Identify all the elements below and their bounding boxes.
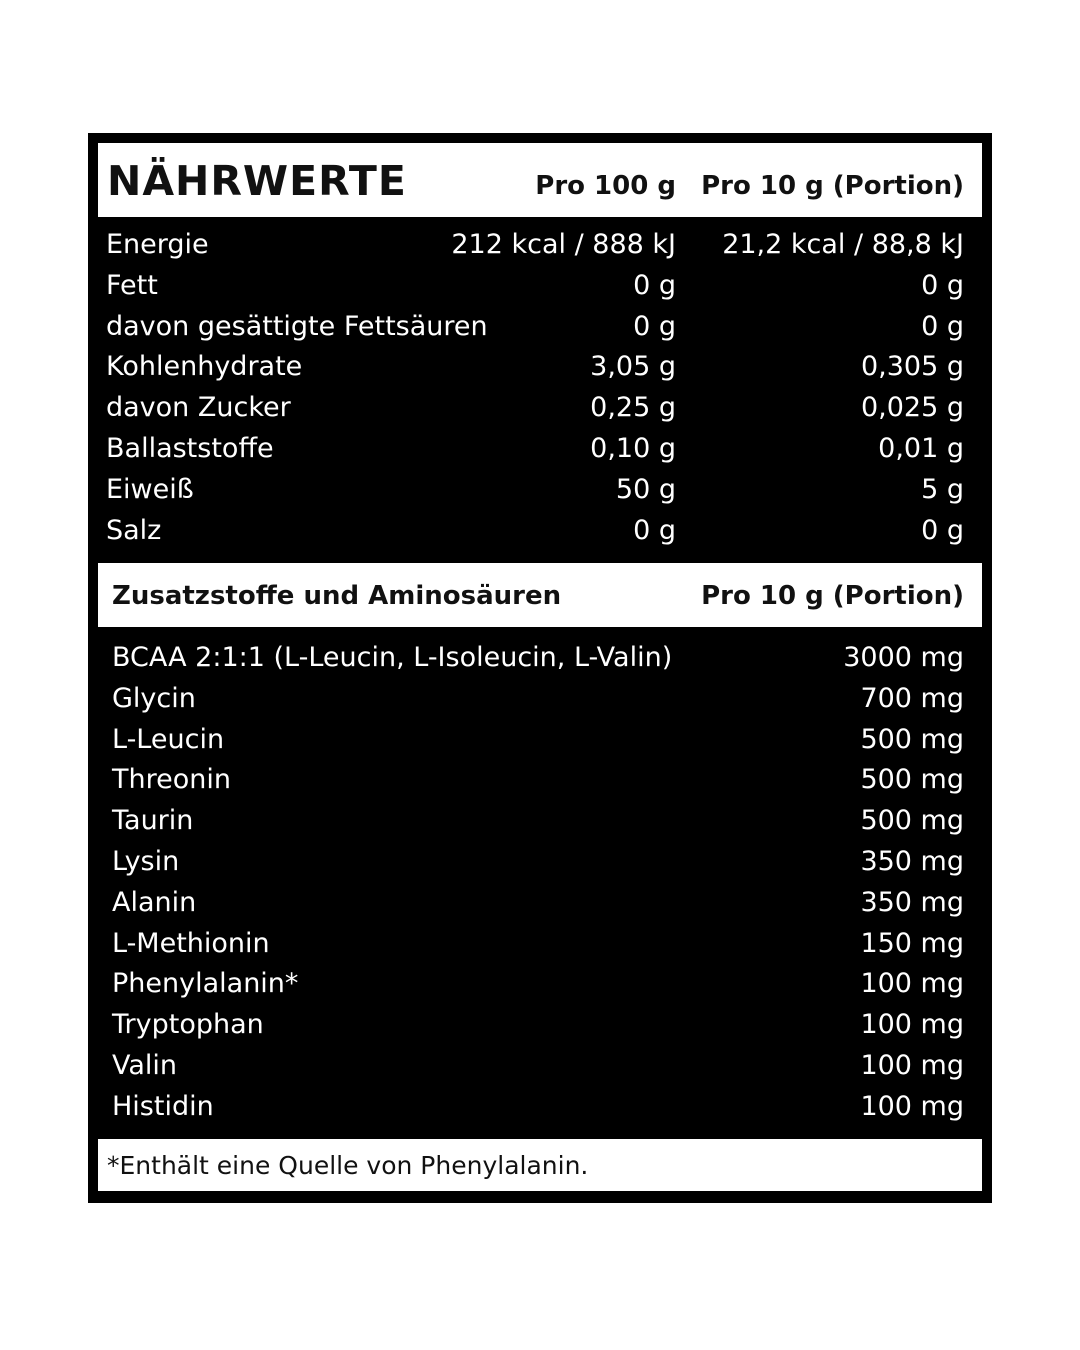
nutrient-name: Fett [106, 269, 158, 301]
table-row [98, 225, 982, 266]
column-header-per-portion: Pro 10 g (Portion) [701, 171, 964, 201]
table-row [98, 388, 982, 429]
amino-name: Phenylalanin* [112, 968, 299, 1000]
amino-name: Valin [112, 1049, 178, 1081]
label-title: NÄHRWERTE [107, 157, 407, 205]
amino-name: Glycin [112, 682, 196, 714]
additives-header [98, 563, 982, 627]
amino-name: L-Leucin [112, 723, 225, 755]
amino-amount: 100 mg [860, 968, 964, 1000]
table-row [98, 347, 982, 388]
table-row [98, 842, 982, 883]
table-row [98, 720, 982, 761]
table-row [98, 638, 982, 679]
nutrient-per-portion: 0,305 g [860, 351, 964, 383]
nutrition-header [98, 143, 982, 217]
table-row [98, 801, 982, 842]
nutrient-name: Eiweiß [106, 473, 194, 505]
amino-name: BCAA 2:1:1 (L-Leucin, L-Isoleucin, L-Valin) [112, 642, 673, 673]
amino-amount: 500 mg [860, 764, 964, 796]
nutrient-per-100: 0 g [633, 269, 676, 301]
nutrient-table [98, 225, 982, 551]
nutrient-name: Salz [106, 514, 162, 546]
table-row [98, 470, 982, 511]
amino-amount: 100 mg [860, 1009, 964, 1041]
amino-name: Threonin [112, 764, 231, 796]
nutrient-name: Ballaststoffe [106, 432, 274, 464]
amino-amount: 350 mg [860, 886, 964, 918]
amino-name: Alanin [112, 886, 197, 918]
table-row [98, 679, 982, 720]
nutrient-per-100: 3,05 g [590, 351, 676, 383]
amino-name: Taurin [112, 805, 194, 837]
table-row [98, 429, 982, 470]
nutrient-per-portion: 5 g [921, 473, 964, 505]
nutrient-per-portion: 0 g [921, 310, 964, 342]
amino-name: Lysin [112, 845, 180, 877]
nutrient-per-portion: 0 g [921, 269, 964, 301]
nutrient-name: Energie [106, 229, 209, 260]
nutrient-per-100: 0 g [633, 514, 676, 546]
table-row [98, 511, 982, 552]
footnote: *Enthält eine Quelle von Phenylalanin. [107, 1151, 589, 1180]
nutrient-per-portion: 0,025 g [860, 392, 964, 424]
nutrient-per-portion: 21,2 kcal / 88,8 kJ [722, 229, 964, 260]
amino-amount: 350 mg [860, 845, 964, 877]
nutrient-per-100: 212 kcal / 888 kJ [451, 229, 676, 260]
nutrition-label [88, 133, 992, 1203]
amino-name: L-Methionin [112, 927, 270, 959]
amino-amount: 150 mg [860, 927, 964, 959]
nutrient-per-100: 0,10 g [590, 432, 676, 464]
table-row [98, 883, 982, 924]
amino-amount: 700 mg [860, 682, 964, 714]
amino-amount: 100 mg [860, 1049, 964, 1081]
nutrient-per-100: 0,25 g [590, 392, 676, 424]
additives-column-header: Pro 10 g (Portion) [701, 581, 964, 611]
table-row [98, 1005, 982, 1046]
nutrient-name: Kohlenhydrate [106, 351, 303, 383]
amino-name: Histidin [112, 1090, 214, 1122]
additives-title: Zusatzstoffe und Aminosäuren [112, 581, 562, 611]
table-row [98, 1087, 982, 1128]
table-row [98, 266, 982, 307]
amino-amount: 500 mg [860, 805, 964, 837]
amino-amount: 3000 mg [843, 642, 964, 673]
nutrient-name: davon gesättigte Fettsäuren [106, 310, 488, 342]
nutrient-per-portion: 0,01 g [878, 432, 964, 464]
amino-acid-table [98, 638, 982, 1128]
table-row [98, 760, 982, 801]
nutrient-per-portion: 0 g [921, 514, 964, 546]
table-row [98, 924, 982, 965]
amino-amount: 100 mg [860, 1090, 964, 1122]
amino-name: Tryptophan [112, 1009, 264, 1041]
table-row [98, 307, 982, 348]
footnote-band [98, 1139, 982, 1191]
table-row [98, 1046, 982, 1087]
nutrient-name: davon Zucker [106, 392, 291, 424]
nutrient-per-100: 0 g [633, 310, 676, 342]
amino-amount: 500 mg [860, 723, 964, 755]
column-header-per-100: Pro 100 g [535, 171, 676, 201]
nutrient-per-100: 50 g [615, 473, 676, 505]
table-row [98, 964, 982, 1005]
